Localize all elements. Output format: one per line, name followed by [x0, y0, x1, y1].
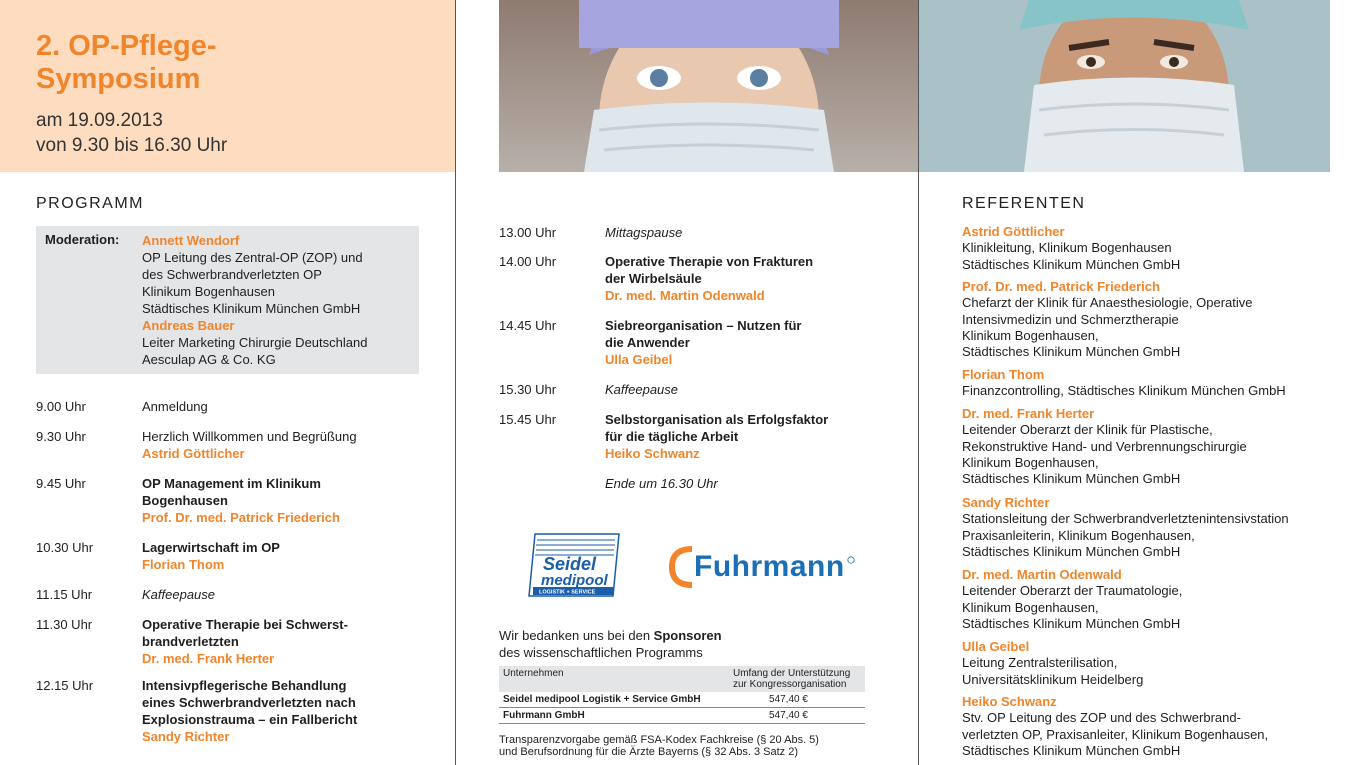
sponsor-thanks: [499, 627, 722, 661]
speaker-name: Astrid Göttlicher: [962, 224, 1065, 239]
photo-nurse: [499, 0, 918, 172]
moderator-name: Andreas Bauer: [142, 318, 235, 333]
seidel-medipool-logo: [527, 532, 621, 598]
speaker-name: Florian Thom: [962, 367, 1045, 382]
column-divider-2: [918, 0, 919, 765]
speaker-name: Heiko Schwanz: [962, 694, 1057, 709]
program-title: Selbstorganisation als Erfolgsfaktor: [605, 412, 829, 427]
thanks-text: des wissenschaftlichen Programms: [499, 645, 703, 660]
program-time: 11.15 Uhr: [36, 587, 93, 602]
program-speaker: Dr. med. Frank Herter: [142, 651, 275, 666]
thanks-text: Wir bedanken uns bei den: [499, 628, 654, 643]
speaker-entry: [962, 639, 1352, 688]
program-title: Siebreorganisation – Nutzen für: [605, 318, 802, 333]
col-header-amount-l1: Umfang der Unterstützung: [733, 668, 851, 679]
program-speaker: Astrid Göttlicher: [142, 446, 245, 461]
speaker-detail: verletzten OP, Praxisanleiter, Klinikum Bogenhausen,: [962, 726, 1269, 742]
sponsor-amount: 547,40 €: [729, 708, 865, 724]
registered-icon: [847, 556, 855, 564]
seidel-logo-tagline: LOGISTIK + SERVICE: [539, 589, 596, 596]
program-time: 9.30 Uhr: [36, 429, 86, 444]
sponsor-table: [499, 666, 865, 724]
column-divider-1: [455, 0, 456, 765]
speaker-detail: Stationsleitung der Schwerbrandverletztenintensivstation: [962, 511, 1289, 527]
speaker-detail: Chefarzt der Klinik für Anaesthesiologie, Operative: [962, 295, 1253, 311]
fuhrmann-logo-text: Fuhrmann: [694, 550, 845, 583]
moderator-line: Aesculap AG & Co. KG: [142, 352, 276, 367]
transparency-note: [499, 734, 879, 758]
fuhrmann-logo: [668, 545, 855, 589]
date-line-1: am 19.09.2013: [36, 110, 163, 131]
sponsor-name: Fuhrmann GmbH: [499, 708, 729, 724]
program-title: Herzlich Willkommen und Begrüßung: [142, 429, 357, 444]
speaker-entry: [962, 279, 1352, 360]
title-line-1: 2. OP-Pflege-: [36, 30, 217, 62]
moderator-line: des Schwerbrandverletzten OP: [142, 267, 322, 282]
photo-surgeon: [919, 0, 1330, 172]
programm-heading: PROGRAMM: [36, 195, 144, 212]
speaker-detail: Städtisches Klinikum München GmbH: [962, 742, 1181, 758]
speaker-detail: Universitätsklinikum Heidelberg: [962, 671, 1144, 687]
program-time: 14.00 Uhr: [499, 254, 557, 269]
program-speaker: Heiko Schwanz: [605, 446, 700, 461]
program-title: Anmeldung: [142, 399, 208, 414]
program-time: 15.45 Uhr: [499, 412, 557, 427]
speaker-detail: Praxisanleiterin, Klinikum Bogenhausen,: [962, 527, 1195, 543]
speaker-entry: [962, 367, 1352, 400]
program-title: der Wirbelsäule: [605, 271, 702, 286]
program-title: Kaffeepause: [142, 587, 216, 602]
program-time: 9.00 Uhr: [36, 399, 86, 414]
program-title: Bogenhausen: [142, 493, 228, 508]
speaker-detail: Städtisches Klinikum München GmbH: [962, 471, 1181, 487]
col-header-amount: [729, 666, 865, 692]
program-speaker: Prof. Dr. med. Patrick Friederich: [142, 510, 340, 525]
speaker-entry: [962, 567, 1352, 632]
program-title: Operative Therapie von Frakturen: [605, 254, 814, 269]
moderator-line: OP Leitung des Zentral-OP (ZOP) und: [142, 250, 363, 265]
program-speaker: Sandy Richter: [142, 729, 230, 744]
event-date: [36, 108, 227, 158]
program-time: 13.00 Uhr: [499, 225, 557, 240]
sponsor-name: Seidel medipool Logistik + Service GmbH: [499, 692, 729, 708]
speaker-entry: [962, 406, 1352, 487]
speaker-detail: Leitender Oberarzt der Klinik für Plastische,: [962, 422, 1213, 438]
table-header: [499, 666, 865, 692]
speaker-name: Prof. Dr. med. Patrick Friederich: [962, 279, 1160, 294]
speaker-name: Dr. med. Frank Herter: [962, 406, 1095, 421]
sponsor-amount: 547,40 €: [729, 692, 865, 708]
title-line-2: Symposium: [36, 63, 201, 95]
speaker-detail: Finanzcontrolling, Städtisches Klinikum München GmbH: [962, 383, 1286, 399]
speaker-detail: Städtisches Klinikum München GmbH: [962, 256, 1181, 272]
program-time: 11.30 Uhr: [36, 617, 93, 632]
program-time: 10.30 Uhr: [36, 540, 94, 555]
col-header-company: Unternehmen: [499, 666, 729, 692]
moderator-line: Städtisches Klinikum München GmbH: [142, 301, 361, 316]
speaker-detail: Intensivmedizin und Schmerztherapie: [962, 311, 1179, 327]
speaker-name: Dr. med. Martin Odenwald: [962, 567, 1122, 582]
page-title: [36, 30, 217, 96]
moderator-name: Annett Wendorf: [142, 233, 240, 248]
speaker-detail: Städtisches Klinikum München GmbH: [962, 543, 1181, 559]
note-line: Transparenzvorgabe gemäß FSA-Kodex Fachkreise (§ 20 Abs. 5): [499, 734, 819, 746]
program-time: 14.45 Uhr: [499, 318, 557, 333]
col-header-amount-l2: zur Kongressorganisation: [733, 679, 847, 690]
program-title: Mittagspause: [605, 225, 683, 240]
speaker-detail: Rekonstruktive Hand- und Verbrennungschirurgie: [962, 438, 1247, 454]
program-title: für die tägliche Arbeit: [605, 429, 739, 444]
program-time: 15.30 Uhr: [499, 382, 557, 397]
referenten-heading: REFERENTEN: [962, 195, 1086, 212]
program-title: Operative Therapie bei Schwerst-: [142, 617, 348, 632]
speaker-entry: [962, 224, 1352, 273]
fuhrmann-bracket-icon: [668, 546, 694, 588]
moderator-line: Leiter Marketing Chirurgie Deutschland: [142, 335, 368, 350]
program-time: 12.15 Uhr: [36, 678, 94, 693]
speaker-name: Sandy Richter: [962, 495, 1050, 510]
program-end: Ende um 16.30 Uhr: [605, 476, 718, 491]
moderator-line: Klinikum Bogenhausen: [142, 284, 275, 299]
program-title: Explosionstrauma – ein Fallbericht: [142, 712, 358, 727]
date-line-2: von 9.30 bis 16.30 Uhr: [36, 135, 228, 156]
program-title: brandverletzten: [142, 634, 239, 649]
program-title: OP Management im Klinikum: [142, 476, 321, 491]
speaker-detail: Städtisches Klinikum München GmbH: [962, 344, 1181, 360]
speaker-detail: Leitung Zentralsterilisation,: [962, 655, 1118, 671]
speaker-name: Ulla Geibel: [962, 639, 1030, 654]
header-band: [0, 0, 455, 172]
table-row: [499, 708, 865, 724]
moderation-label: Moderation:: [45, 232, 120, 247]
seidel-logo-sub: medipool: [541, 572, 608, 589]
speaker-detail: Städtisches Klinikum München GmbH: [962, 615, 1181, 631]
moderation-box: [36, 226, 419, 374]
speaker-detail: Klinikum Bogenhausen,: [962, 454, 1099, 470]
program-title: eines Schwerbrandverletzten nach: [142, 695, 356, 710]
speaker-detail: Klinikum Bogenhausen,: [962, 599, 1099, 615]
seidel-logo-text: Seidel: [543, 554, 597, 574]
note-line: und Berufsordnung für die Ärzte Bayerns (§ 32 Abs. 3 Satz 2): [499, 746, 799, 758]
program-title: Intensivpflegerische Behandlung: [142, 678, 347, 693]
program-title: Lagerwirtschaft im OP: [142, 540, 280, 555]
program-speaker: Ulla Geibel: [605, 352, 673, 367]
program-title: Kaffeepause: [605, 382, 679, 397]
speaker-detail: Klinikum Bogenhausen,: [962, 327, 1099, 343]
program-title: die Anwender: [605, 335, 690, 350]
speaker-detail: Klinikleitung, Klinikum Bogenhausen: [962, 240, 1172, 256]
table-row: [499, 692, 865, 708]
speaker-detail: Leitender Oberarzt der Traumatologie,: [962, 583, 1183, 599]
moderation-body: [142, 232, 412, 368]
speaker-entry: [962, 694, 1352, 759]
program-time: 9.45 Uhr: [36, 476, 86, 491]
program-speaker: Dr. med. Martin Odenwald: [605, 288, 765, 303]
speaker-entry: [962, 495, 1352, 560]
thanks-bold: Sponsoren: [653, 628, 722, 643]
program-speaker: Florian Thom: [142, 557, 225, 572]
speaker-detail: Stv. OP Leitung des ZOP und des Schwerbrand-: [962, 710, 1241, 726]
